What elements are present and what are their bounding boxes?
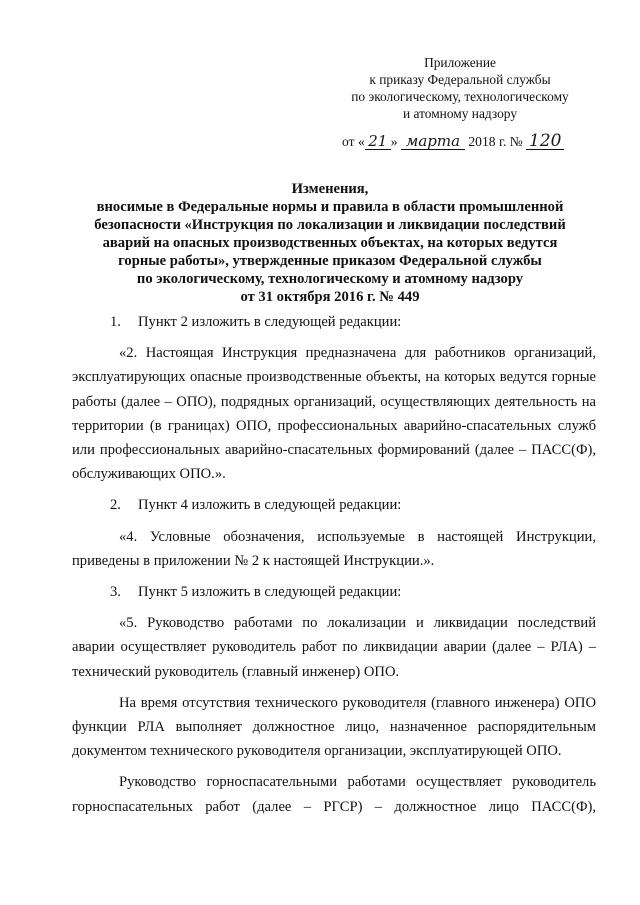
appendix-header xyxy=(340,54,580,122)
title-line: безопасности «Инструкция по локализации и ликвидации последствий xyxy=(94,217,566,233)
item-instruction xyxy=(72,580,596,604)
title-line: горные работы», утвержденные приказом Федеральной службы xyxy=(118,253,542,269)
title-line: аварий на опасных производственных объектах, на которых ведутся xyxy=(102,235,558,251)
appendix-line: Приложение xyxy=(424,55,496,70)
document-body xyxy=(72,310,596,819)
item-number: 2. xyxy=(110,497,121,514)
item-text: «5. Руководство работами по локализации и ликвидации последствий аварии осуществляет руководитель работ по ликвидации аварии (далее – РЛА) – технический руководитель (главный инженер) ОПО. xyxy=(72,615,596,680)
title-line: от 31 октября 2016 г. № 449 xyxy=(240,289,420,305)
item-instruction xyxy=(72,310,596,334)
appendix-line: и атомному надзору xyxy=(402,106,518,121)
handwritten-order-number: 120 xyxy=(526,133,564,150)
item-text: «2. Настоящая Инструкция предназначена для работников организаций, эксплуатирующих опасные производственные объекты, на которых ведутся горные работы (далее – ОПО), подрядных организаций, осуществляющих деятельность на территории (в границах) ОПО, профессиональных аварийно-спасательных служб или профессиональных аварийно-спасательных формирований (далее – ПАСС(Ф), обслуживающих ОПО.». xyxy=(72,345,596,483)
appendix-line: по экологическому, технологическому xyxy=(351,89,569,104)
title-line: вносимые в Федеральные нормы и правила в области промышленной xyxy=(96,199,564,215)
item-number: 3. xyxy=(110,584,121,601)
item-instruction-text: Пункт 2 изложить в следующей редакции: xyxy=(138,314,402,330)
item-instruction-text: Пункт 4 изложить в следующей редакции: xyxy=(138,497,402,514)
item-paragraph: На время отсутствия технического руководителя (главного инженера) ОПО функции РЛА выполняет должностное лицо, назначенное распорядительным документом технического руководителя организации, эксплуатирующей ОПО. xyxy=(72,694,596,760)
item-instruction xyxy=(72,493,596,517)
date-mid: » xyxy=(390,134,398,149)
handwritten-day: 21 xyxy=(365,133,391,150)
date-prefix: от « xyxy=(342,134,365,149)
item-instruction-text: Пункт 5 изложить в следующей редакции: xyxy=(138,584,402,601)
item-number: 1. xyxy=(110,314,121,330)
handwritten-month: марта xyxy=(401,133,465,150)
order-date-line xyxy=(342,132,612,152)
item-text: «4. Условные обозначения, используемые в настоящей Инструкции, приведены в приложении № 2 к настоящей Инструкции.». xyxy=(72,528,596,569)
appendix-line: к приказу Федеральной службы xyxy=(369,72,551,87)
document-title xyxy=(80,180,580,306)
date-year: 2018 г. № xyxy=(468,134,523,149)
title-line: по экологическому, технологическому и атомному надзору xyxy=(136,271,524,287)
item-paragraph: Руководство горноспасательными работами осуществляет руководитель горноспасательных работ (далее – РГСР) – должностное лицо ПАСС(Ф), xyxy=(72,774,596,815)
title-line: Изменения, xyxy=(291,181,369,197)
